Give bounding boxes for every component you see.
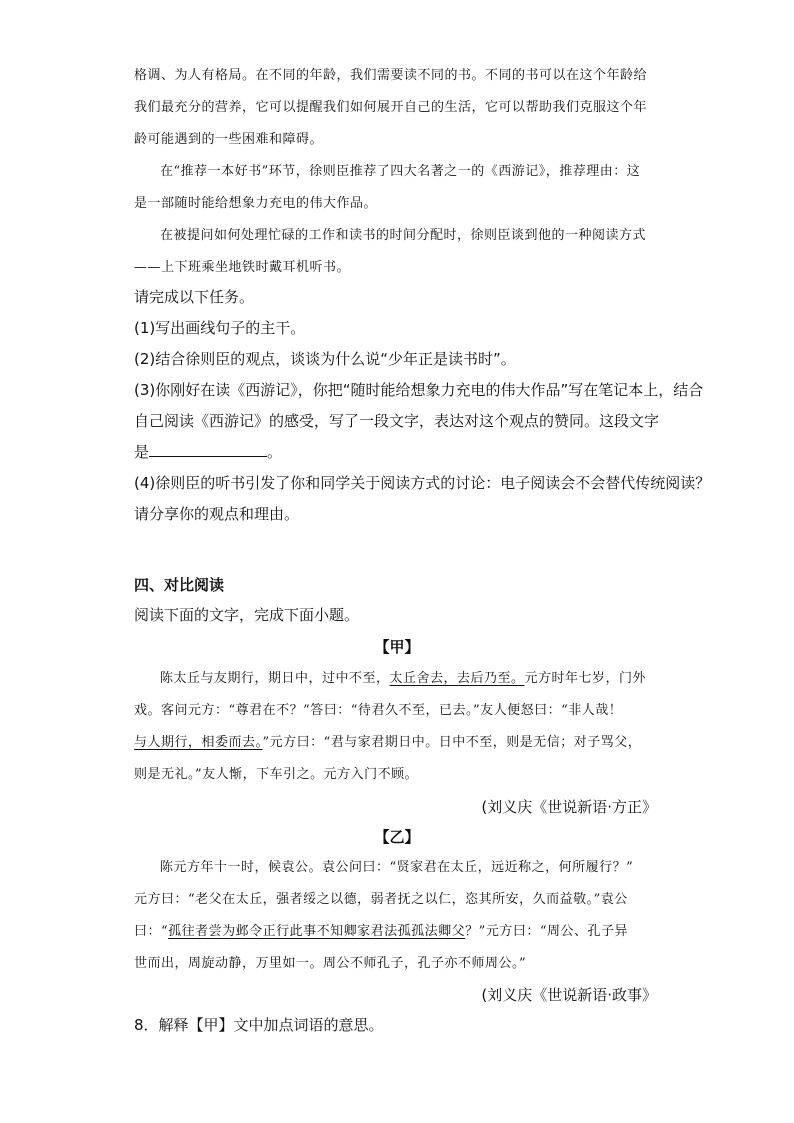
task-question-3-line — [134, 442, 282, 464]
text-span: 元方时年七岁，门外 — [524, 671, 647, 686]
task-question-4-line: (4)徐则臣的听书引发了你和同学关于阅读方式的讨论：电子阅读会不会替代传统阅读？ — [134, 474, 711, 492]
task-question-3-line: 自己阅读《西游记》的感受，写了一段文字，表达对这个观点的赞同。这段文字 — [134, 412, 660, 430]
tasks-intro: 请完成以下任务。 — [134, 288, 255, 306]
passage-line: 龄可能遇到的一些困难和障碍。 — [134, 132, 324, 147]
underlined-sentence: 太丘舍去，去后乃至。 — [389, 671, 525, 686]
section-instruction: 阅读下面的文字，完成下面小题。 — [134, 606, 360, 624]
passage-yi-line — [134, 922, 628, 944]
passage-yi-line: 元方曰：“老父在太丘，强者绥之以德，弱者抚之以仁，恣其所安，久而益敬。”袁公 — [134, 892, 628, 907]
passage-jia-line — [160, 669, 646, 691]
underlined-sentence: 与人期行，相委而去。 — [134, 735, 263, 750]
text-span: ”元方曰：“君与家君期日中。日中不至，则是无信；对子骂父， — [262, 735, 642, 750]
section-heading: 四、对比阅读 — [134, 576, 225, 594]
text-span: 曰：“ — [134, 924, 169, 939]
passage-jia-line: 则是无礼。”友人惭，下车引之。元方入门不顾。 — [134, 767, 419, 782]
task-question-4-line: 请分享你的观点和理由。 — [134, 505, 300, 523]
passage-line: 是一部随时能给想象力充电的伟大作品。 — [134, 196, 378, 211]
task-question-3-line: (3)你刚好在读《西游记》，你把“随时能给想象力充电的伟大作品”写在笔记本上，结合 — [134, 381, 704, 399]
passage-line: ——上下班乘坐地铁时戴耳机听书。 — [134, 260, 351, 275]
text-span: 陈太丘与友期行，期日中，过中不至， — [160, 671, 390, 686]
passage-jia-line — [134, 733, 641, 755]
passage-line: 在“推荐一本好书”环节，徐则臣推荐了四大名著之一的《西游记》，推荐理由：这 — [160, 164, 641, 179]
answer-blank[interactable] — [149, 442, 267, 457]
text-span: ？”元方曰：“周公、孔子异 — [465, 924, 628, 939]
passage-line: 在被提问如何处理忙碌的工作和读书的时间分配时，徐则臣谈到他的一种阅读方式 — [160, 228, 647, 243]
passage-yi-line: 世而出，周旋动静，万里如一。周公不师孔子，孔子亦不师周公。” — [134, 956, 527, 971]
task-question-2: (2)结合徐则臣的观点，谈谈为什么说“少年正是读书时”。 — [134, 350, 516, 368]
passage-yi-title: 【乙】 — [374, 828, 420, 846]
passage-yi-line: 陈元方年十一时，候袁公。袁公问曰：“贤家君在太丘，远近称之，何所履行？” — [160, 860, 634, 875]
passage-line: 格调、为人有格局。在不同的年龄，我们需要读不同的书。不同的书可以在这个年龄给 — [134, 68, 648, 83]
passage-jia-title: 【甲】 — [374, 638, 420, 656]
passage-line: 我们最充分的营养，它可以提醒我们如何展开自己的生活，它可以帮助我们克服这个年 — [134, 100, 648, 115]
question-8: 8．解释【甲】文中加点词语的意思。 — [134, 1016, 384, 1034]
task-question-1: (1)写出画线句子的主干。 — [134, 319, 306, 337]
task-question-3-suffix: 。 — [267, 443, 283, 461]
passage-yi-source: (刘义庆《世说新语·政事》 — [481, 986, 657, 1004]
passage-jia-source: (刘义庆《世说新语·方正》 — [481, 798, 657, 816]
task-question-3-prefix: 是 — [134, 443, 150, 461]
passage-jia-line: 戏。客问元方：“尊君在不？”答曰：“待君久不至，已去。”友人便怒曰：“非人哉！ — [134, 703, 623, 718]
underlined-sentence: 孤往者尝为邺令正行此事不知卿家君法孤孤法卿父 — [168, 924, 466, 939]
